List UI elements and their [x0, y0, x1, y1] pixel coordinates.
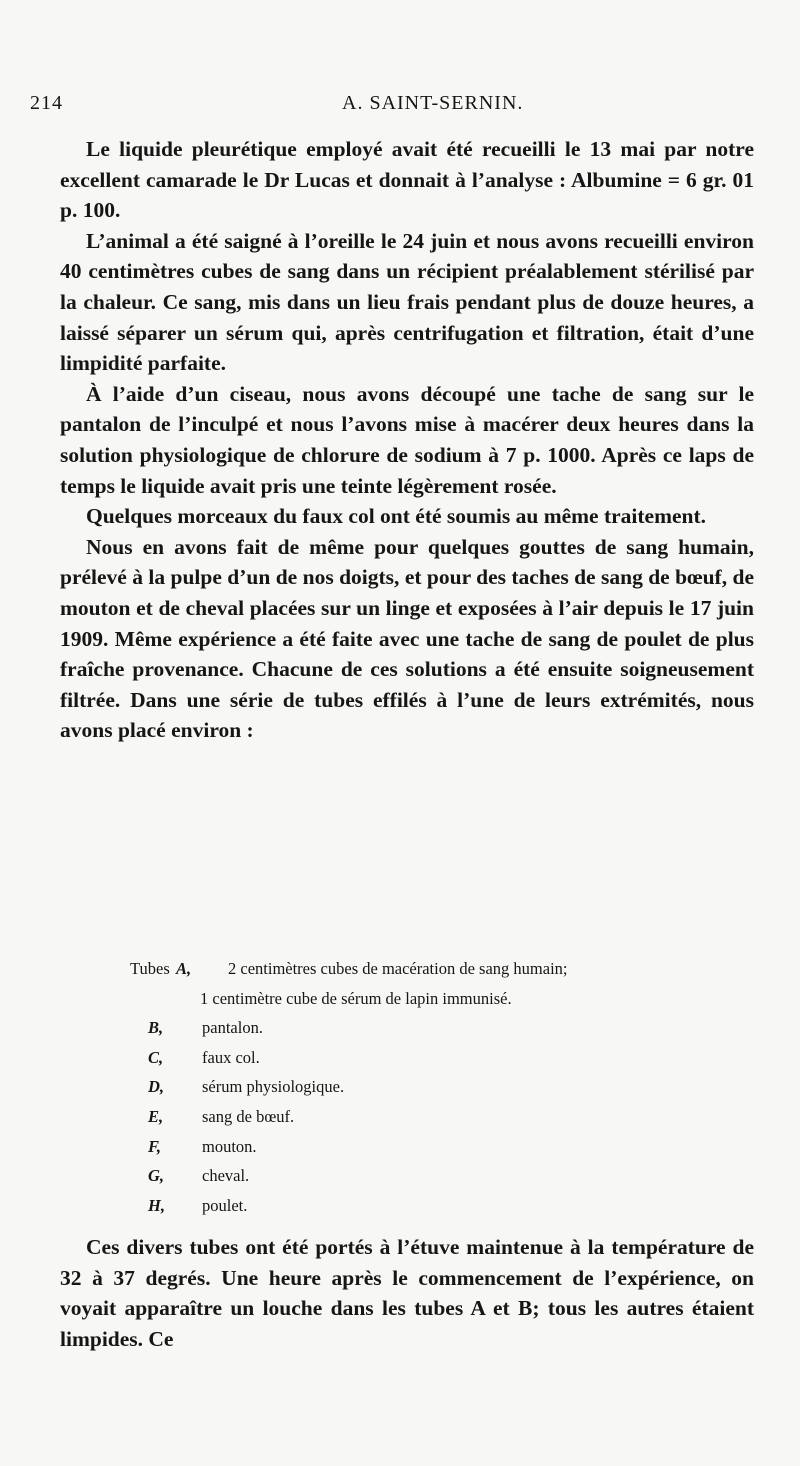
tube-text: sérum physiologique. [202, 1077, 345, 1097]
tube-label: B, [148, 1018, 164, 1038]
running-title: A. SAINT-SERNIN. [342, 92, 524, 114]
paragraph-2: L’animal a été saigné à l’oreille le 24 juin et nous avons recueilli environ 40 centimètres cubes de sang dans un récipient préalablement stérilisé par la chaleur. Ce sang, mis dans un lieu frais pendant plus de douze heures, a laissé séparer un sérum qui, après centrifugation et filtration, était d’une limpidité parfaite. [60, 228, 754, 376]
tube-text: pantalon. [202, 1018, 263, 1038]
tube-label: A, [176, 959, 192, 978]
tube-text: faux col. [202, 1047, 260, 1067]
tube-row-a [130, 954, 750, 984]
paragraph-1: Le liquide pleurétique employé avait été recueilli le 13 mai par notre excellent camarade le Dr Lucas et donnait à l’analyse : Albumine = 6 gr. 01 p. 100. [60, 137, 754, 223]
tube-row [130, 1072, 750, 1102]
tube-text: sang de bœuf. [202, 1106, 295, 1126]
body-text [60, 134, 754, 746]
tube-text: cheval. [202, 1166, 250, 1186]
page-number: 214 [30, 92, 63, 114]
paragraph-5: Nous en avons fait de même pour quelques gouttes de sang humain, prélevé à la pulpe d’un de nos doigts, et pour des taches de sang de bœuf, de mouton et de cheval placées sur un linge et exposées à l’air depuis le 17 juin 1909. Même expérience a été faite avec une tache de sang de poulet de plus fraîche provenance. Chacune de ces solutions a été ensuite soigneusement filtrée. Dans une série de tubes effilés à l’une de leurs extrémités, nous avons placé environ : [60, 534, 754, 743]
tube-text: 2 centimètres cubes de macération de sang humain; [228, 959, 568, 978]
tube-row [130, 1013, 750, 1043]
tube-label: C, [148, 1047, 164, 1067]
tube-row [130, 1043, 750, 1073]
paragraph-3: À l’aide d’un ciseau, nous avons découpé une tache de sang sur le pantalon de l’inculpé et nous l’avons mise à macérer deux heures dans la solution physiologique de chlorure de sodium à 7 p. 1000. Après ce laps de temps le liquide avait pris une teinte légèrement rosée. [60, 381, 754, 498]
tube-text: mouton. [202, 1136, 257, 1156]
tube-label: F, [148, 1136, 162, 1156]
tube-text: poulet. [202, 1195, 248, 1215]
tube-text: 1 centimètre cube de sérum de lapin immunisé. [200, 988, 512, 1008]
tube-label: E, [148, 1106, 164, 1126]
tubes-prefix: Tubes [130, 959, 170, 978]
paragraph-4: Quelques morceaux du faux col ont été soumis au même traitement. [86, 504, 707, 529]
tube-label: G, [148, 1166, 165, 1186]
tube-label: D, [148, 1077, 165, 1097]
page-header [30, 92, 770, 122]
tube-row [130, 1191, 750, 1221]
paragraph-6: Ces divers tubes ont été portés à l’étuve maintenue à la température de 32 à 37 degrés. Une heure après le commencement de l’expérience, on voyait apparaître un louche dans les tubes A et B; tous les autres étaient limpides. Ce [60, 1235, 754, 1351]
tube-row [130, 1102, 750, 1132]
tubes-list [130, 954, 750, 1220]
closing-text [60, 1232, 754, 1354]
tube-label: H, [148, 1195, 165, 1215]
tube-row [130, 1132, 750, 1162]
tube-row-continuation [130, 984, 750, 1014]
tube-row [130, 1161, 750, 1191]
